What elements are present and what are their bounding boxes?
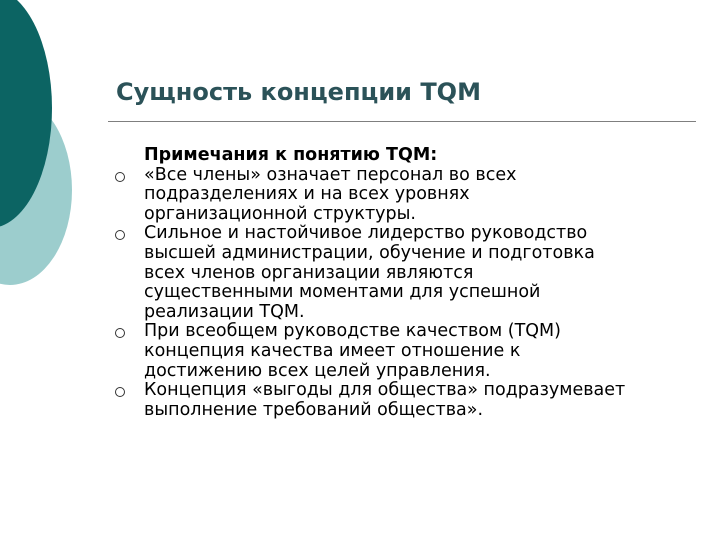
bullet-line: «Все члены» означает персонал во всех bbox=[144, 164, 517, 185]
slide-content bbox=[112, 146, 712, 420]
bullet-line: организационной структуры. bbox=[144, 203, 416, 224]
bullet-item bbox=[112, 166, 712, 225]
bullet-line: всех членов организации являются bbox=[144, 262, 474, 283]
bullet-line: реализации TQM. bbox=[144, 301, 305, 322]
bullet-line: выполнение требований общества». bbox=[144, 399, 484, 420]
bullet-item bbox=[112, 322, 712, 381]
hollow-circle-icon bbox=[115, 387, 125, 397]
title-divider bbox=[108, 121, 696, 122]
bullet-item bbox=[112, 381, 712, 420]
decorative-circles bbox=[0, 0, 90, 300]
bullet-line: подразделениях и на всех уровнях bbox=[144, 184, 470, 205]
bullet-line: концепция качества имеет отношение к bbox=[144, 340, 521, 361]
hollow-circle-icon bbox=[115, 328, 125, 338]
bullet-line: достижению всех целей управления. bbox=[144, 360, 491, 381]
bullet-line: высшей администрации, обучение и подготовка bbox=[144, 242, 595, 263]
bullet-line: существенными моментами для успешной bbox=[144, 282, 541, 303]
hollow-circle-icon bbox=[115, 172, 125, 182]
bullet-item bbox=[112, 224, 712, 322]
slide-title: Сущность концепции TQM bbox=[116, 78, 481, 106]
hollow-circle-icon bbox=[115, 230, 125, 240]
bullet-line: Концепция «выгоды для общества» подразумевает bbox=[144, 380, 626, 401]
bullet-line: Сильное и настойчивое лидерство руководство bbox=[144, 223, 588, 244]
bullet-line: При всеобщем руководстве качеством (TQM) bbox=[144, 321, 561, 342]
notes-heading: Примечания к понятию TQM: bbox=[144, 145, 438, 165]
